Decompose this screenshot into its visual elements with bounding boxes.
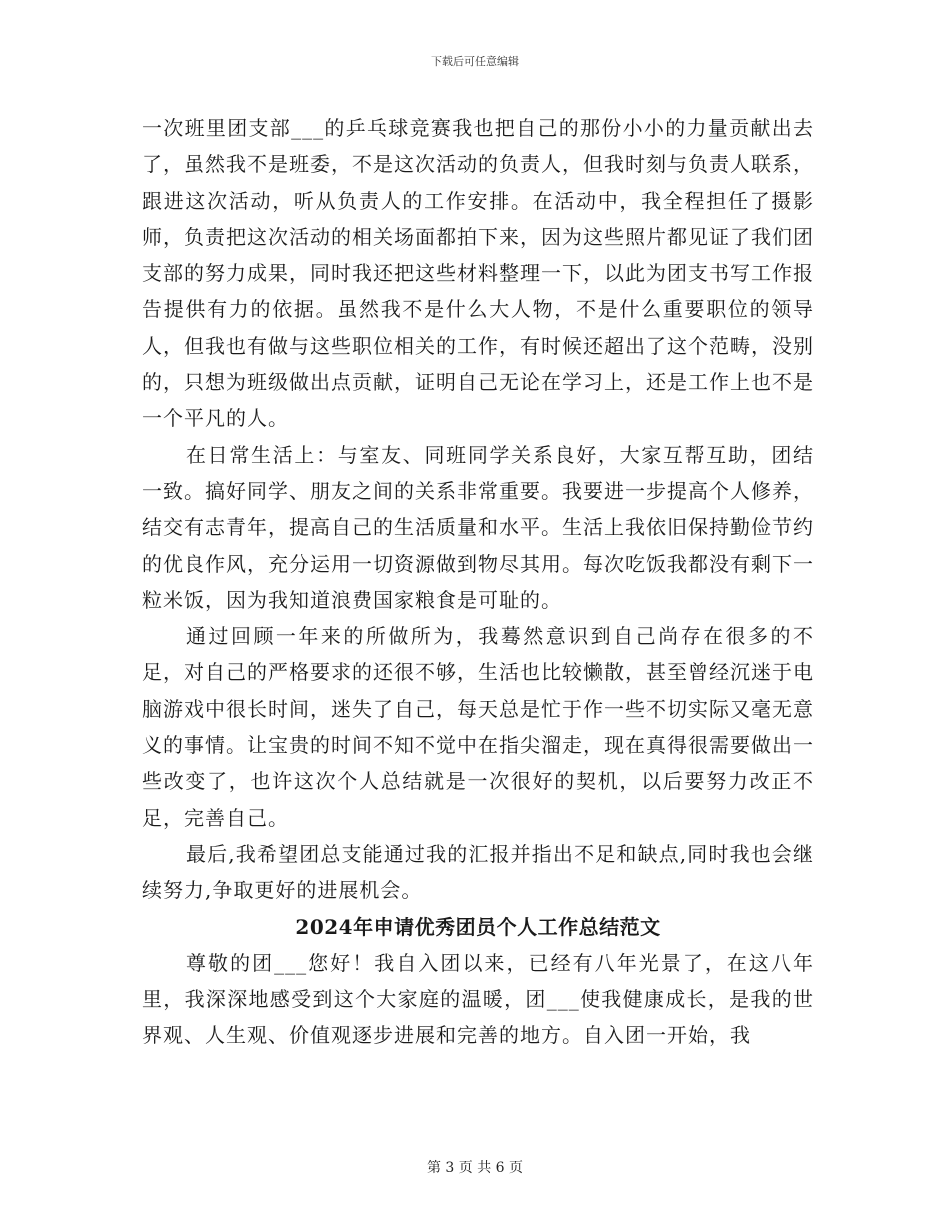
- section-paragraph-1: 尊敬的团___您好！我自入团以来，已经有八年光景了，在这八年里，我深深地感受到这个大家庭的温暖，团___使我健康成长，是我的世界观、人生观、价值观逐步进展和完善的地方。自入团一开始，我: [142, 950, 814, 1048]
- page-header: 下载后可任意编辑: [431, 55, 519, 68]
- body-paragraph-2: 在日常生活上：与室友、同班同学关系良好，大家互帮互助，团结一致。搞好同学、朋友之间的关系非常重要。我要进一步提高个人修养，结交有志青年，提高自己的生活质量和水平。生活上我依旧保持勤俭节约的优良作风，充分运用一切资源做到物尽其用。每次吃饭我都没有剩下一粒米饭，因为我知道浪费国家粮食是可耻的。: [142, 442, 814, 612]
- body-paragraph-1: 一次班里团支部___的乒乓球竞赛我也把自己的那份小小的力量贡献出去了，虽然我不是班委，不是这次活动的负责人，但我时刻与负责人联系，跟进这次活动，听从负责人的工作安排。在活动中，我全程担任了摄影师，负责把这次活动的相关场面都拍下来，因为这些照片都见证了我们团支部的努力成果，同时我还把这些材料整理一下，以此为团支书写工作报告提供有力的依据。虽然我不是什么大人物，不是什么重要职位的领导人，但我也有做与这些职位相关的工作，有时候还超出了这个范畴，没别的，只想为班级做出点贡献，证明自己无论在学习上，还是工作上也不是一个平凡的人。: [142, 116, 814, 431]
- section-title: 2024年申请优秀团员个人工作总结范文: [295, 914, 661, 939]
- body-paragraph-3: 通过回顾一年来的所做所为，我蓦然意识到自己尚存在很多的不足，对自己的严格要求的还很不够，生活也比较懒散，甚至曾经沉迷于电脑游戏中很长时间，迷失了自己，每天总是忙于作一些不切实际又毫无意义的事情。让宝贵的时间不知不觉中在指尖溜走，现在真得很需要做出一些改变了，也许这次个人总结就是一次很好的契机，以后要努力改正不足，完善自己。: [142, 624, 814, 830]
- page-footer: 第 3 页 共 6 页: [426, 1160, 524, 1176]
- body-paragraph-4: 最后,我希望团总支能通过我的汇报并指出不足和缺点,同时我也会继续努力,争取更好的进展机会。: [142, 841, 814, 903]
- document-body: [142, 110, 814, 1054]
